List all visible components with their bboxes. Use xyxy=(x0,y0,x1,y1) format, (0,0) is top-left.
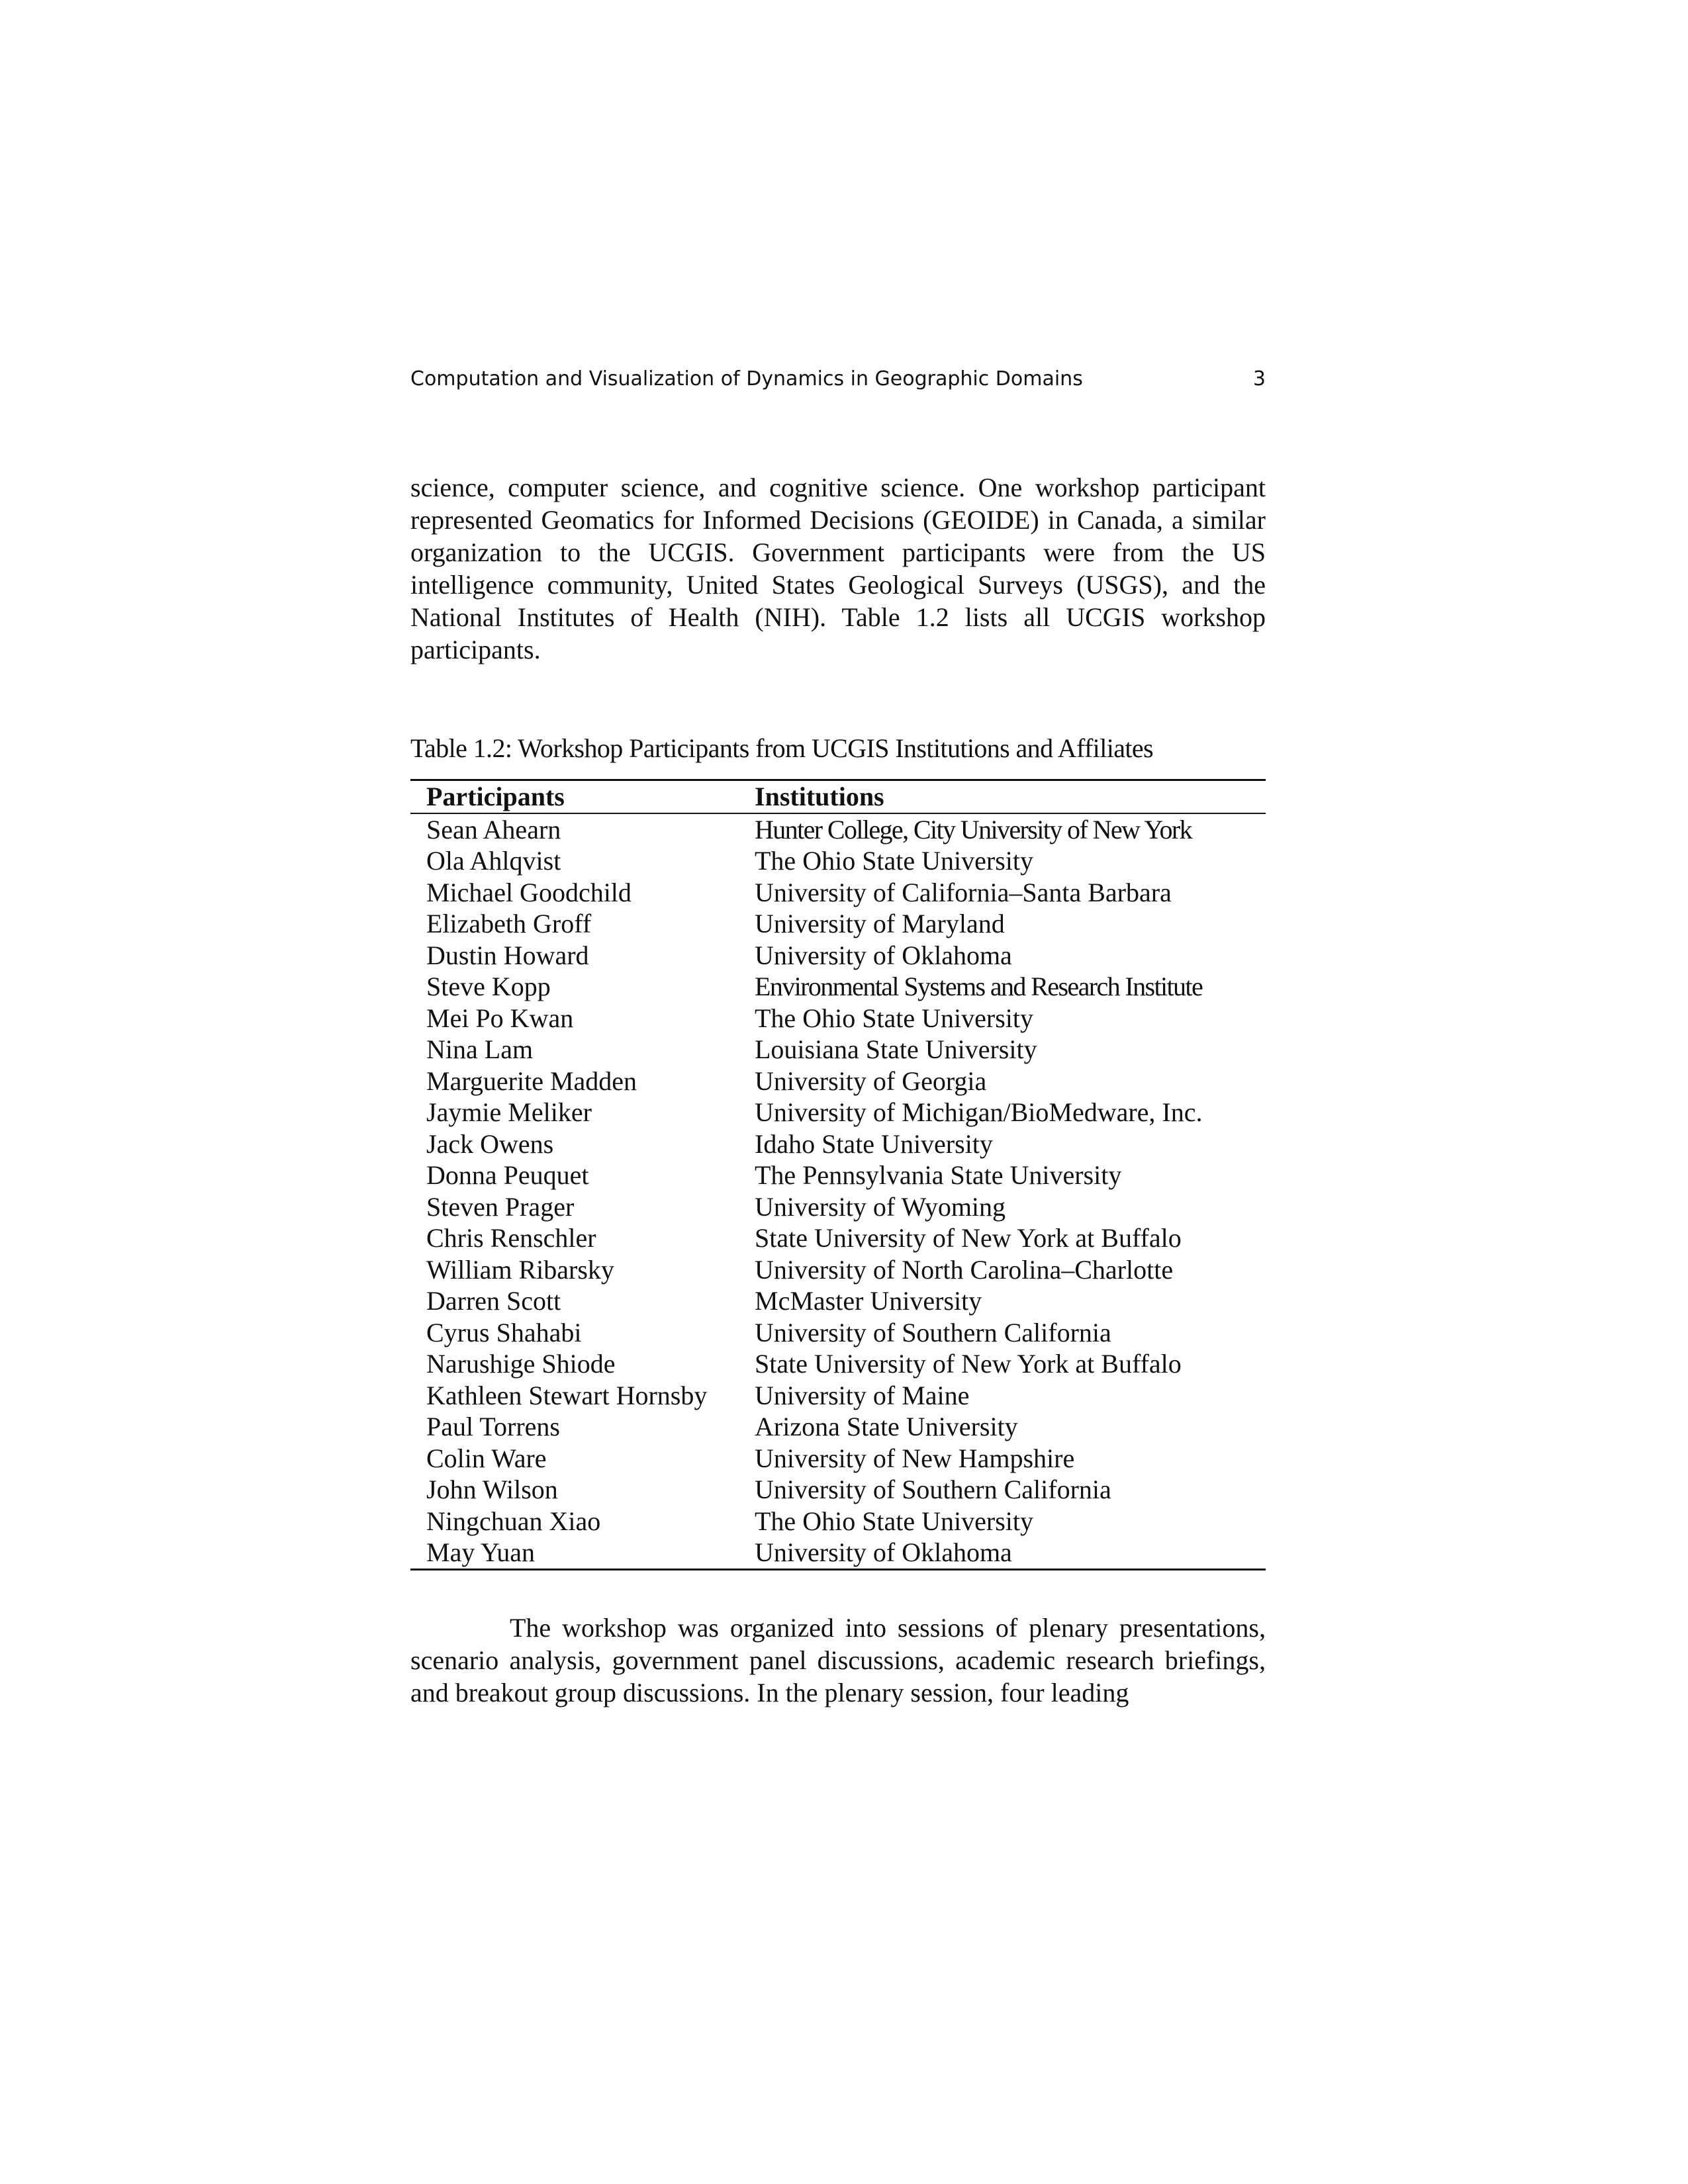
table-row xyxy=(410,1066,1266,1097)
institution-name: State University of New York at Buffalo xyxy=(755,1349,1182,1379)
institution-name: University of North Carolina–Charlotte xyxy=(755,1254,1174,1285)
participant-name: Narushige Shiode xyxy=(426,1349,616,1379)
table-row xyxy=(410,1412,1266,1443)
table-row xyxy=(410,1349,1266,1381)
participant-name: Ningchuan Xiao xyxy=(426,1506,601,1536)
institution-name: Idaho State University xyxy=(755,1128,993,1159)
participant-name: John Wilson xyxy=(426,1475,558,1505)
institution-name: McMaster University xyxy=(755,1286,982,1316)
table-header-row xyxy=(410,780,1266,814)
institution-name: Arizona State University xyxy=(755,1412,1018,1442)
institution-name: University of Maryland xyxy=(755,909,1005,939)
institution-name: Environmental Systems and Research Institute xyxy=(755,972,1203,1002)
participant-name: Steve Kopp xyxy=(426,972,551,1002)
table-row xyxy=(410,940,1266,972)
table-row xyxy=(410,1475,1266,1506)
institution-name: University of Oklahoma xyxy=(755,940,1012,970)
table-row xyxy=(410,1160,1266,1192)
participant-name: Nina Lam xyxy=(426,1034,534,1065)
participant-name: Jaymie Meliker xyxy=(426,1097,592,1128)
participant-name: May Yuan xyxy=(426,1537,536,1568)
table-row xyxy=(410,1223,1266,1255)
table-row xyxy=(410,1380,1266,1412)
table-row xyxy=(410,1317,1266,1349)
table-row xyxy=(410,1254,1266,1286)
institution-name: University of Maine xyxy=(755,1380,970,1410)
table-row xyxy=(410,1286,1266,1318)
participant-name: Sean Ahearn xyxy=(426,814,561,844)
participant-name: Elizabeth Groff xyxy=(426,909,592,939)
table-row xyxy=(410,1537,1266,1570)
institution-name: State University of New York at Buffalo xyxy=(755,1223,1182,1253)
participant-name: Dustin Howard xyxy=(426,940,589,970)
institution-name: University of Georgia xyxy=(755,1066,987,1096)
institution-name: The Ohio State University xyxy=(755,1506,1034,1536)
participant-name: Cyrus Shahabi xyxy=(426,1317,582,1347)
participant-name: Kathleen Stewart Hornsby xyxy=(426,1380,708,1410)
participant-name: Steven Prager xyxy=(426,1191,575,1222)
body-paragraph-2: The workshop was organized into sessions of plenary presentations, scenario analysis, government panel discussions, academic research briefings, and breakout group discussions. In the plenary session, four leading xyxy=(410,1613,1266,1707)
participant-name: Ola Ahlqvist xyxy=(426,846,561,876)
participant-name: Colin Ware xyxy=(426,1443,547,1473)
header-participants: Participants xyxy=(426,782,565,811)
table-row xyxy=(410,1443,1266,1475)
institution-name: Hunter College, City University of New York xyxy=(755,814,1192,844)
table-row xyxy=(410,846,1266,878)
table-row xyxy=(410,1034,1266,1066)
table-caption: Table 1.2: Workshop Participants from UCGIS Institutions and Affiliates xyxy=(410,733,1154,763)
institution-name: University of Wyoming xyxy=(755,1191,1006,1222)
institution-name: Louisiana State University xyxy=(755,1034,1037,1065)
institution-name: The Ohio State University xyxy=(755,1003,1034,1033)
participant-name: Paul Torrens xyxy=(426,1412,560,1442)
participant-name: Darren Scott xyxy=(426,1286,561,1316)
participant-name: Marguerite Madden xyxy=(426,1066,637,1096)
participant-name: William Ribarsky xyxy=(426,1254,614,1285)
table-row xyxy=(410,1128,1266,1160)
table-row xyxy=(410,1097,1266,1129)
table-row xyxy=(410,1506,1266,1537)
running-header xyxy=(410,363,1266,396)
institution-name: University of New Hampshire xyxy=(755,1443,1075,1473)
header-institutions: Institutions xyxy=(755,782,884,811)
institution-name: The Ohio State University xyxy=(755,846,1034,876)
participants-table xyxy=(410,779,1266,1570)
participant-name: Michael Goodchild xyxy=(426,877,632,907)
body-paragraph-1: science, computer science, and cognitive science. One workshop participant represented Geomatics for Informed Decisions (GEOIDE) in Canada, a similar organization to the UCGIS. Government participants were from the US intelligence community, United States Geological Surveys (USGS), and the National Institutes of Health (NIH). Table 1.2 lists all UCGIS workshop participants. xyxy=(410,473,1266,664)
running-title: Computation and Visualization of Dynamics in Geographic Domains xyxy=(410,367,1083,390)
participant-name: Donna Peuquet xyxy=(426,1160,589,1191)
institution-name: University of California–Santa Barbara xyxy=(755,877,1172,907)
table-row xyxy=(410,877,1266,909)
institution-name: University of Oklahoma xyxy=(755,1537,1012,1568)
table-row xyxy=(410,1191,1266,1223)
institution-name: University of Michigan/BioMedware, Inc. xyxy=(755,1097,1203,1128)
institution-name: University of Southern California xyxy=(755,1317,1111,1347)
page-number: 3 xyxy=(1252,367,1266,390)
table-row xyxy=(410,1003,1266,1034)
participant-name: Jack Owens xyxy=(426,1128,554,1159)
table-row xyxy=(410,909,1266,940)
institution-name: University of Southern California xyxy=(755,1475,1111,1505)
table-row xyxy=(410,813,1266,846)
participant-name: Chris Renschler xyxy=(426,1223,596,1253)
table-row xyxy=(410,972,1266,1003)
institution-name: The Pennsylvania State University xyxy=(755,1160,1122,1191)
participant-name: Mei Po Kwan xyxy=(426,1003,574,1033)
